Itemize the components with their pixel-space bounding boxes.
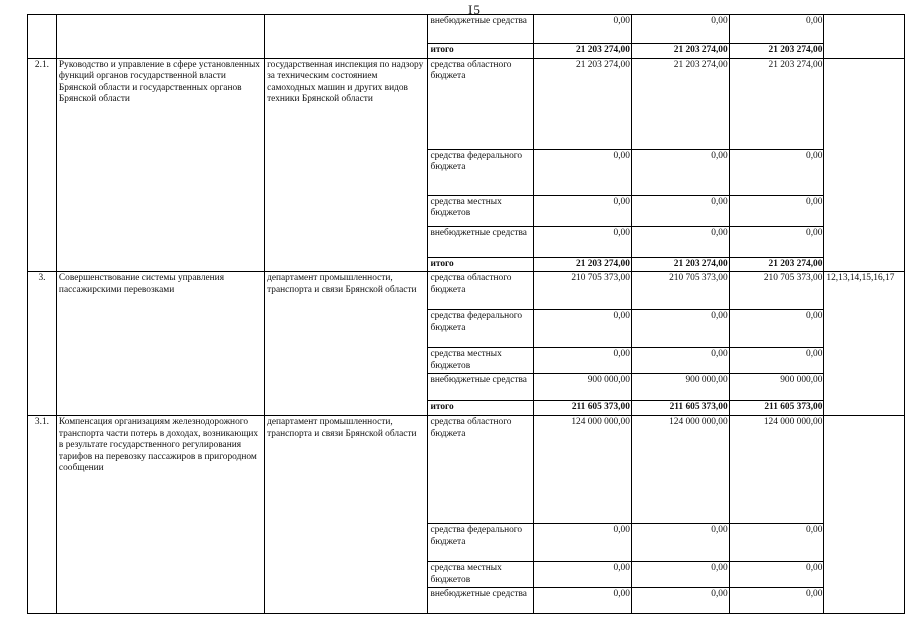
total-amount-cell: 211 605 373,00: [534, 401, 632, 416]
amount-cell: 0,00: [729, 195, 824, 226]
source-cell: итого: [428, 44, 534, 59]
table-row: [28, 15, 905, 44]
amount-cell: 0,00: [729, 588, 824, 614]
total-amount-cell: 21 203 274,00: [534, 257, 632, 272]
amount-cell: 0,00: [631, 310, 729, 348]
total-amount-cell: 21 203 274,00: [631, 257, 729, 272]
amount-cell: 0,00: [729, 523, 824, 561]
amount-cell: 0,00: [729, 226, 824, 257]
amount-cell: 210 705 373,00: [631, 272, 729, 310]
amount-cell: 0,00: [534, 149, 632, 195]
amount-cell: 124 000 000,00: [729, 415, 824, 523]
targets-cell: 12,13,14,15,16,17: [824, 272, 905, 416]
amount-cell: 0,00: [631, 149, 729, 195]
amount-cell: 0,00: [534, 226, 632, 257]
index-cell: 3.: [28, 272, 57, 416]
executor-cell: государственная инспекция по надзору за техническим состоянием самоходных машин и других видов техники Брянской области: [265, 58, 428, 272]
total-amount-cell: 21 203 274,00: [534, 44, 632, 59]
amount-cell: 0,00: [534, 561, 632, 587]
amount-cell: 900 000,00: [729, 374, 824, 401]
total-amount-cell: 21 203 274,00: [631, 44, 729, 59]
table-row: [28, 58, 905, 149]
targets-cell: [824, 15, 905, 59]
amount-cell: 0,00: [631, 588, 729, 614]
amount-cell: 21 203 274,00: [729, 58, 824, 149]
index-cell: 3.1.: [28, 415, 57, 613]
source-cell: средства областного бюджета: [428, 272, 534, 310]
amount-cell: 0,00: [631, 523, 729, 561]
source-cell: итого: [428, 401, 534, 416]
source-cell: средства областного бюджета: [428, 58, 534, 149]
name-cell: Руководство и управление в сфере установленных функций органов государственной власти Брянской области и государственных органов Брянской области: [56, 58, 264, 272]
amount-cell: 21 203 274,00: [631, 58, 729, 149]
executor-cell: департамент промышленности, транспорта и связи Брянской области: [265, 272, 428, 416]
amount-cell: 0,00: [534, 15, 632, 44]
amount-cell: 0,00: [729, 149, 824, 195]
total-amount-cell: 211 605 373,00: [631, 401, 729, 416]
source-cell: средства местных бюджетов: [428, 348, 534, 374]
amount-cell: 21 203 274,00: [534, 58, 632, 149]
targets-cell: [824, 58, 905, 272]
amount-cell: 0,00: [534, 523, 632, 561]
amount-cell: 0,00: [729, 348, 824, 374]
source-cell: средства областного бюджета: [428, 415, 534, 523]
amount-cell: 124 000 000,00: [631, 415, 729, 523]
source-cell: внебюджетные средства: [428, 15, 534, 44]
name-cell: [56, 15, 264, 59]
table-row: [28, 272, 905, 310]
amount-cell: 0,00: [631, 348, 729, 374]
total-amount-cell: 211 605 373,00: [729, 401, 824, 416]
amount-cell: 0,00: [729, 310, 824, 348]
amount-cell: 0,00: [631, 195, 729, 226]
source-cell: средства местных бюджетов: [428, 561, 534, 587]
amount-cell: 124 000 000,00: [534, 415, 632, 523]
name-cell: Компенсация организациям железнодорожного транспорта части потерь в доходах, возникающих в результате государственного регулирования тарифов на перевозку пассажиров в пригородном сообщении: [56, 415, 264, 613]
amount-cell: 900 000,00: [534, 374, 632, 401]
amount-cell: 0,00: [631, 226, 729, 257]
amount-cell: 0,00: [534, 348, 632, 374]
source-cell: внебюджетные средства: [428, 374, 534, 401]
executor-cell: департамент промышленности, транспорта и связи Брянской области: [265, 415, 428, 613]
name-cell: Совершенствование системы управления пассажирскими перевозками: [56, 272, 264, 416]
amount-cell: 0,00: [729, 15, 824, 44]
amount-cell: 0,00: [631, 561, 729, 587]
amount-cell: 210 705 373,00: [729, 272, 824, 310]
index-cell: 2.1.: [28, 58, 57, 272]
amount-cell: 0,00: [534, 195, 632, 226]
amount-cell: 900 000,00: [631, 374, 729, 401]
amount-cell: 0,00: [534, 588, 632, 614]
source-cell: средства федерального бюджета: [428, 523, 534, 561]
total-amount-cell: 21 203 274,00: [729, 257, 824, 272]
targets-cell: [824, 415, 905, 613]
executor-cell: [265, 15, 428, 59]
amount-cell: 210 705 373,00: [534, 272, 632, 310]
source-cell: средства федерального бюджета: [428, 310, 534, 348]
source-cell: средства местных бюджетов: [428, 195, 534, 226]
total-amount-cell: 21 203 274,00: [729, 44, 824, 59]
index-cell: [28, 15, 57, 59]
amount-cell: 0,00: [534, 310, 632, 348]
amount-cell: 0,00: [729, 561, 824, 587]
source-cell: внебюджетные средства: [428, 588, 534, 614]
table-row: [28, 415, 905, 523]
page-number: I5: [468, 2, 481, 17]
source-cell: итого: [428, 257, 534, 272]
source-cell: средства федерального бюджета: [428, 149, 534, 195]
program-budget-table: [27, 14, 905, 614]
source-cell: внебюджетные средства: [428, 226, 534, 257]
amount-cell: 0,00: [631, 15, 729, 44]
